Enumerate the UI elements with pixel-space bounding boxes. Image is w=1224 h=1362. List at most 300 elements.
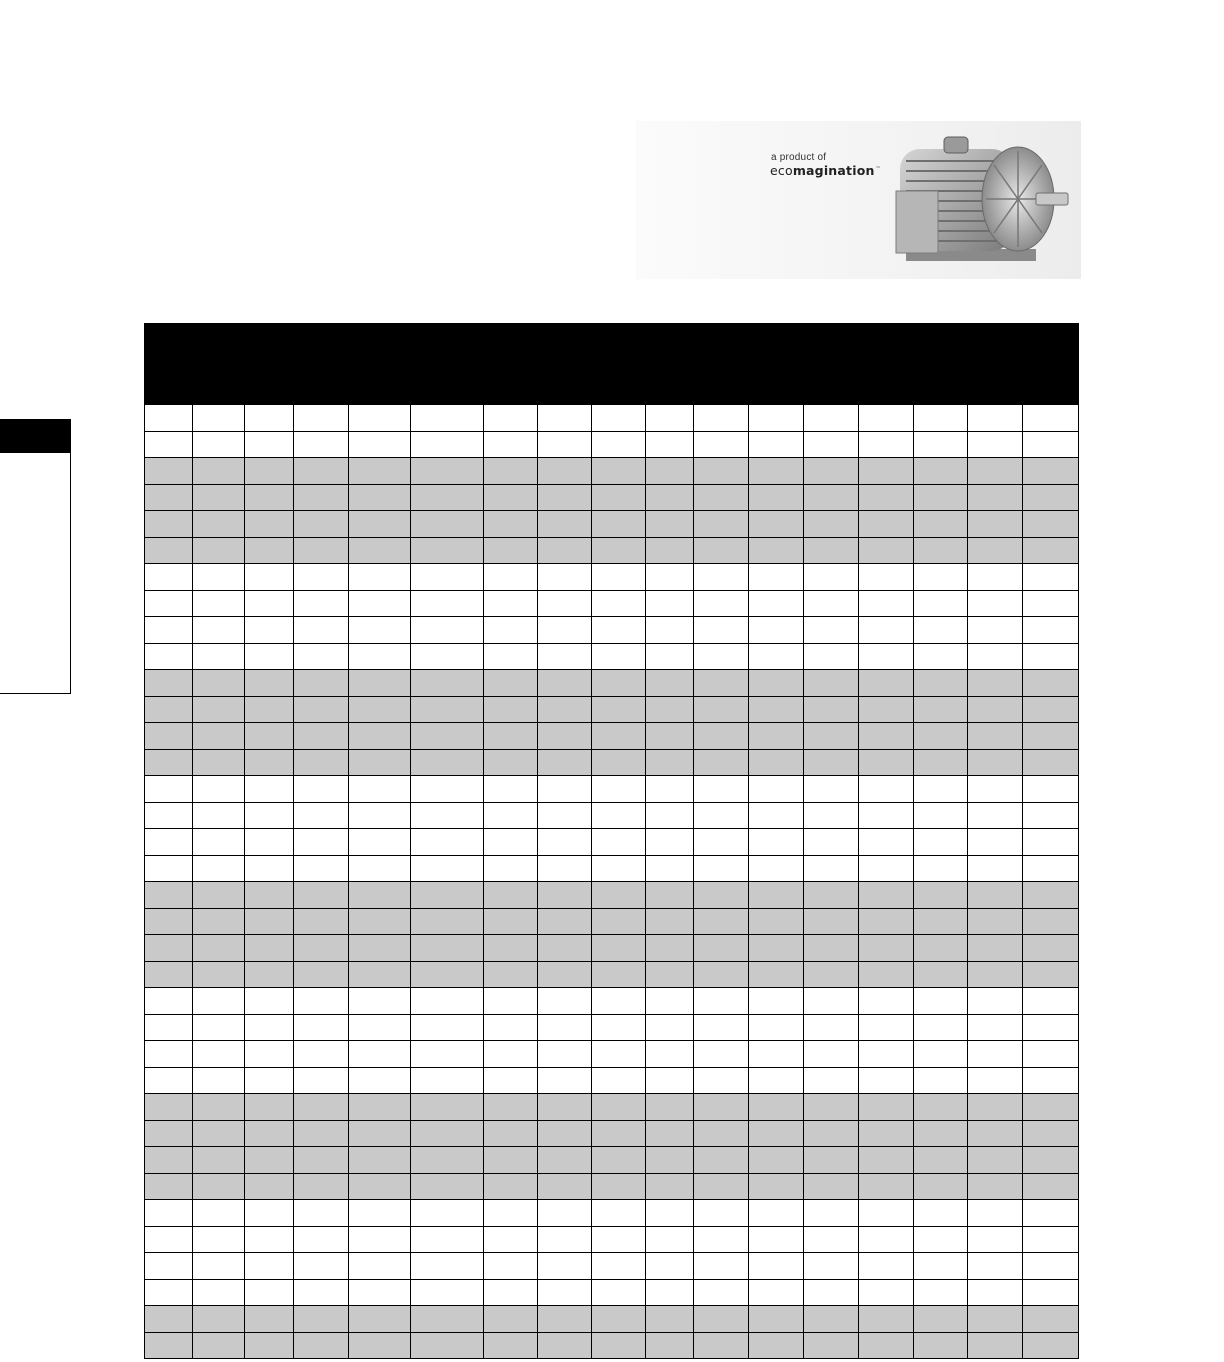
table-cell <box>484 908 538 935</box>
table-row <box>145 458 1079 485</box>
side-tab <box>0 419 71 694</box>
table-cell <box>411 1253 484 1280</box>
table-cell <box>646 1306 693 1333</box>
table-cell <box>145 1200 193 1227</box>
table-cell <box>484 458 538 485</box>
table-cell <box>349 1279 411 1306</box>
table-row <box>145 484 1079 511</box>
table-cell <box>693 1226 748 1253</box>
table-cell <box>803 1226 858 1253</box>
table-cell <box>913 1253 967 1280</box>
table-cell <box>411 935 484 962</box>
table-row <box>145 617 1079 644</box>
table-cell <box>538 723 592 750</box>
table-cell <box>913 696 967 723</box>
table-cell <box>858 908 913 935</box>
table-cell <box>646 590 693 617</box>
table-cell <box>646 988 693 1015</box>
table-cell <box>411 1226 484 1253</box>
table-cell <box>145 749 193 776</box>
table-cell <box>411 1067 484 1094</box>
table-cell <box>349 1332 411 1359</box>
table-cell <box>145 1253 193 1280</box>
table-cell <box>349 405 411 432</box>
table-cell <box>193 935 245 962</box>
table-cell <box>803 590 858 617</box>
table-cell <box>748 961 803 988</box>
table-cell <box>294 1279 349 1306</box>
table-cell <box>1022 935 1078 962</box>
table-cell <box>913 458 967 485</box>
table-cell <box>538 617 592 644</box>
table-cell <box>349 431 411 458</box>
table-row <box>145 1120 1079 1147</box>
header-cell <box>245 324 294 405</box>
table-cell <box>967 961 1022 988</box>
table-cell <box>646 829 693 856</box>
table-cell <box>858 431 913 458</box>
table-cell <box>145 882 193 909</box>
table-cell <box>913 1279 967 1306</box>
table-cell <box>858 1253 913 1280</box>
table-cell <box>245 1067 294 1094</box>
product-banner <box>636 121 1081 279</box>
table-cell <box>803 829 858 856</box>
table-cell <box>592 882 646 909</box>
table-cell <box>145 776 193 803</box>
table-cell <box>145 564 193 591</box>
table-cell <box>294 882 349 909</box>
header-cell <box>411 324 484 405</box>
table-cell <box>748 776 803 803</box>
header-cell <box>592 324 646 405</box>
table-cell <box>411 1014 484 1041</box>
table-cell <box>748 537 803 564</box>
table-cell <box>245 617 294 644</box>
table-cell <box>913 1200 967 1227</box>
table-cell <box>913 564 967 591</box>
table-cell <box>646 1279 693 1306</box>
table-cell <box>748 1147 803 1174</box>
table-cell <box>411 511 484 538</box>
table-cell <box>592 802 646 829</box>
table-cell <box>484 723 538 750</box>
table-cell <box>646 431 693 458</box>
table-cell <box>1022 511 1078 538</box>
table-cell <box>193 1279 245 1306</box>
table-cell <box>748 829 803 856</box>
table-cell <box>1022 1253 1078 1280</box>
table-cell <box>411 829 484 856</box>
table-cell <box>803 1173 858 1200</box>
table-cell <box>858 1306 913 1333</box>
table-cell <box>349 1094 411 1121</box>
table-cell <box>693 749 748 776</box>
table-cell <box>693 537 748 564</box>
table-cell <box>538 670 592 697</box>
table-cell <box>646 1226 693 1253</box>
table-cell <box>411 1147 484 1174</box>
table-cell <box>411 537 484 564</box>
table-cell <box>484 749 538 776</box>
table-cell <box>411 1173 484 1200</box>
table-cell <box>592 1120 646 1147</box>
header-cell <box>349 324 411 405</box>
table-cell <box>349 776 411 803</box>
table-cell <box>349 829 411 856</box>
table-cell <box>411 1279 484 1306</box>
table-cell <box>484 405 538 432</box>
table-cell <box>646 1014 693 1041</box>
table-cell <box>803 1200 858 1227</box>
table-cell <box>592 1306 646 1333</box>
table-cell <box>294 564 349 591</box>
table-cell <box>967 458 1022 485</box>
table-cell <box>145 855 193 882</box>
table-cell <box>145 802 193 829</box>
table-cell <box>693 564 748 591</box>
table-row <box>145 405 1079 432</box>
table-row <box>145 988 1079 1015</box>
table-cell <box>913 908 967 935</box>
table-cell <box>484 1147 538 1174</box>
table-row <box>145 643 1079 670</box>
table-cell <box>646 908 693 935</box>
table-cell <box>858 1173 913 1200</box>
table-cell <box>538 749 592 776</box>
table-cell <box>538 961 592 988</box>
table-cell <box>858 961 913 988</box>
table-cell <box>913 776 967 803</box>
table-cell <box>193 458 245 485</box>
table-cell <box>967 988 1022 1015</box>
table-cell <box>858 670 913 697</box>
table-cell <box>967 405 1022 432</box>
table-cell <box>646 1041 693 1068</box>
table-cell <box>592 1200 646 1227</box>
table-cell <box>411 855 484 882</box>
table-cell <box>967 696 1022 723</box>
table-cell <box>803 1067 858 1094</box>
table-cell <box>349 1147 411 1174</box>
table-cell <box>1022 617 1078 644</box>
table-cell <box>1022 484 1078 511</box>
table-cell <box>913 829 967 856</box>
table-cell <box>913 802 967 829</box>
table-cell <box>646 1200 693 1227</box>
table-cell <box>538 405 592 432</box>
table-cell <box>592 1041 646 1068</box>
table-cell <box>913 431 967 458</box>
table-cell <box>1022 696 1078 723</box>
table-cell <box>538 1067 592 1094</box>
table-cell <box>145 1306 193 1333</box>
spec-table <box>144 323 1079 1359</box>
table-cell <box>803 1147 858 1174</box>
table-cell <box>145 829 193 856</box>
table-cell <box>646 1253 693 1280</box>
table-cell <box>411 617 484 644</box>
table-cell <box>349 1041 411 1068</box>
table-cell <box>913 1147 967 1174</box>
table-cell <box>748 723 803 750</box>
table-cell <box>913 1173 967 1200</box>
table-cell <box>646 1147 693 1174</box>
table-cell <box>693 882 748 909</box>
table-row <box>145 696 1079 723</box>
table-cell <box>411 1332 484 1359</box>
table-cell <box>538 484 592 511</box>
table-cell <box>245 484 294 511</box>
table-cell <box>411 1120 484 1147</box>
brand-logo <box>770 163 881 178</box>
table-cell <box>193 431 245 458</box>
table-cell <box>803 802 858 829</box>
table-row <box>145 908 1079 935</box>
table-cell <box>294 1253 349 1280</box>
table-cell <box>294 1200 349 1227</box>
table-cell <box>538 1332 592 1359</box>
table-cell <box>349 617 411 644</box>
table-cell <box>294 643 349 670</box>
table-row <box>145 670 1079 697</box>
table-cell <box>1022 458 1078 485</box>
table-cell <box>858 776 913 803</box>
table-cell <box>145 643 193 670</box>
table-cell <box>193 855 245 882</box>
table-cell <box>748 670 803 697</box>
table-row <box>145 961 1079 988</box>
table-cell <box>646 1173 693 1200</box>
table-cell <box>294 1306 349 1333</box>
table-cell <box>193 988 245 1015</box>
table-cell <box>803 1279 858 1306</box>
table-cell <box>1022 1279 1078 1306</box>
table-cell <box>484 1173 538 1200</box>
table-cell <box>592 1094 646 1121</box>
table-cell <box>748 855 803 882</box>
table-cell <box>803 776 858 803</box>
table-cell <box>145 1014 193 1041</box>
table-cell <box>967 1094 1022 1121</box>
table-cell <box>538 511 592 538</box>
table-cell <box>913 723 967 750</box>
table-cell <box>349 723 411 750</box>
table-cell <box>913 1014 967 1041</box>
table-cell <box>858 696 913 723</box>
table-cell <box>349 484 411 511</box>
table-cell <box>646 643 693 670</box>
table-cell <box>193 1306 245 1333</box>
table-cell <box>245 961 294 988</box>
table-cell <box>803 643 858 670</box>
table-cell <box>967 484 1022 511</box>
table-cell <box>592 484 646 511</box>
table-cell <box>193 961 245 988</box>
table-cell <box>858 1147 913 1174</box>
table-cell <box>411 1094 484 1121</box>
table-cell <box>484 564 538 591</box>
table-cell <box>294 1067 349 1094</box>
table-cell <box>1022 1173 1078 1200</box>
table-cell <box>538 1226 592 1253</box>
table-cell <box>803 1041 858 1068</box>
table-cell <box>592 935 646 962</box>
table-cell <box>803 405 858 432</box>
table-cell <box>411 590 484 617</box>
table-cell <box>193 617 245 644</box>
brand-prefix: eco <box>770 163 793 178</box>
side-tab-header <box>0 420 70 453</box>
table-cell <box>748 882 803 909</box>
table-cell <box>967 802 1022 829</box>
table-cell <box>646 961 693 988</box>
table-cell <box>967 431 1022 458</box>
table-cell <box>193 1094 245 1121</box>
table-cell <box>693 829 748 856</box>
table-cell <box>145 1226 193 1253</box>
table-cell <box>913 1120 967 1147</box>
brand-mark: ™ <box>875 165 881 172</box>
table-cell <box>858 1200 913 1227</box>
table-cell <box>646 776 693 803</box>
table-cell <box>193 1120 245 1147</box>
table-cell <box>294 590 349 617</box>
table-cell <box>349 802 411 829</box>
table-cell <box>349 749 411 776</box>
table-cell <box>1022 749 1078 776</box>
table-cell <box>245 696 294 723</box>
table-cell <box>538 431 592 458</box>
table-cell <box>967 1306 1022 1333</box>
table-cell <box>484 484 538 511</box>
table-cell <box>538 935 592 962</box>
table-cell <box>592 564 646 591</box>
table-cell <box>245 511 294 538</box>
table-cell <box>1022 776 1078 803</box>
table-cell <box>193 1173 245 1200</box>
table-cell <box>748 643 803 670</box>
table-cell <box>349 1014 411 1041</box>
table-cell <box>592 537 646 564</box>
table-cell <box>803 1306 858 1333</box>
table-cell <box>193 511 245 538</box>
table-cell <box>411 458 484 485</box>
table-cell <box>245 802 294 829</box>
table-cell <box>1022 829 1078 856</box>
table-cell <box>193 537 245 564</box>
table-cell <box>803 988 858 1015</box>
table-cell <box>245 1332 294 1359</box>
table-cell <box>858 829 913 856</box>
table-cell <box>538 1200 592 1227</box>
table-cell <box>967 776 1022 803</box>
table-cell <box>592 643 646 670</box>
table-cell <box>193 1041 245 1068</box>
table-cell <box>193 405 245 432</box>
table-cell <box>748 484 803 511</box>
table-cell <box>349 1306 411 1333</box>
table-cell <box>145 458 193 485</box>
header-cell <box>193 324 245 405</box>
header-cell <box>484 324 538 405</box>
table-cell <box>245 829 294 856</box>
table-cell <box>245 908 294 935</box>
table-cell <box>967 511 1022 538</box>
table-cell <box>803 1332 858 1359</box>
table-cell <box>145 670 193 697</box>
table-cell <box>646 511 693 538</box>
table-cell <box>245 935 294 962</box>
table-cell <box>193 1226 245 1253</box>
table-cell <box>294 1147 349 1174</box>
table-cell <box>1022 1306 1078 1333</box>
table-cell <box>411 882 484 909</box>
table-cell <box>913 670 967 697</box>
table-cell <box>913 855 967 882</box>
table-cell <box>858 1226 913 1253</box>
table-row <box>145 749 1079 776</box>
table-cell <box>294 537 349 564</box>
header-cell <box>294 324 349 405</box>
table-cell <box>484 643 538 670</box>
table-cell <box>294 935 349 962</box>
table-row <box>145 1067 1079 1094</box>
table-cell <box>592 988 646 1015</box>
table-cell <box>967 670 1022 697</box>
table-cell <box>693 617 748 644</box>
table-cell <box>245 405 294 432</box>
table-cell <box>913 617 967 644</box>
table-cell <box>484 802 538 829</box>
table-cell <box>294 802 349 829</box>
table-cell <box>349 458 411 485</box>
table-cell <box>294 1094 349 1121</box>
table-cell <box>411 776 484 803</box>
table-cell <box>411 564 484 591</box>
table-cell <box>294 1120 349 1147</box>
table-cell <box>858 590 913 617</box>
table-cell <box>748 696 803 723</box>
table-cell <box>145 908 193 935</box>
table-cell <box>349 670 411 697</box>
table-cell <box>803 431 858 458</box>
table-cell <box>646 458 693 485</box>
table-cell <box>245 1014 294 1041</box>
table-cell <box>693 511 748 538</box>
table-cell <box>693 405 748 432</box>
table-cell <box>592 1147 646 1174</box>
table-cell <box>913 643 967 670</box>
table-cell <box>538 1041 592 1068</box>
table-cell <box>349 855 411 882</box>
table-cell <box>913 590 967 617</box>
table-cell <box>592 617 646 644</box>
motor-image <box>886 131 1076 271</box>
table-cell <box>145 537 193 564</box>
table-cell <box>592 1226 646 1253</box>
table-cell <box>748 1306 803 1333</box>
table-cell <box>803 670 858 697</box>
table-cell <box>538 776 592 803</box>
table-cell <box>748 935 803 962</box>
table-cell <box>913 882 967 909</box>
table-row <box>145 935 1079 962</box>
table-cell <box>193 829 245 856</box>
header-cell <box>913 324 967 405</box>
table-cell <box>858 802 913 829</box>
table-cell <box>484 1253 538 1280</box>
